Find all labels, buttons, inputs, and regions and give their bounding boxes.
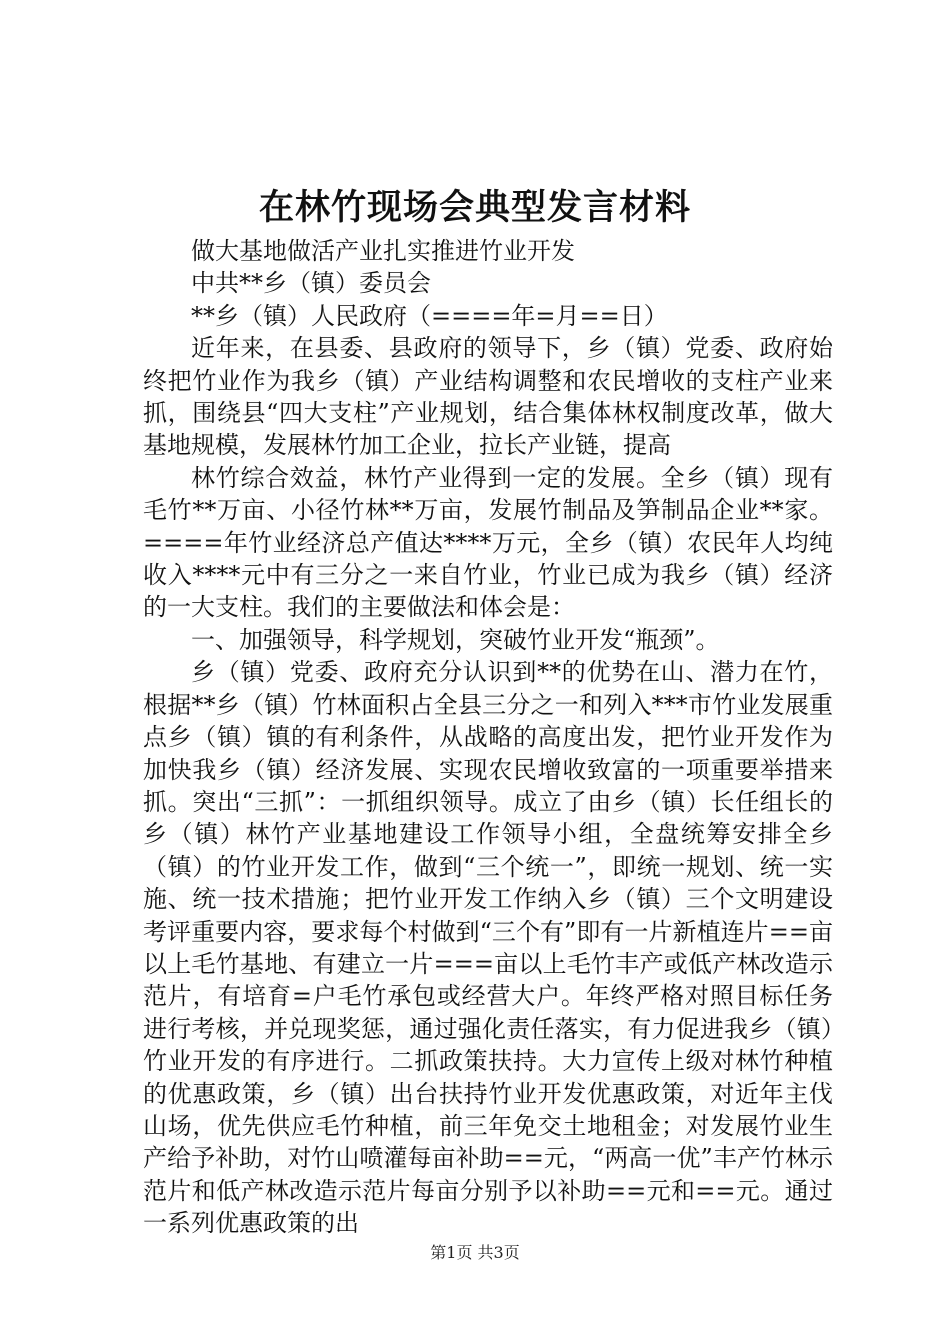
document-body (143, 235, 833, 1240)
body-paragraph-benefits: 林竹综合效益，林竹产业得到一定的发展。全乡（镇）现有毛竹**万亩、小径竹林**万亩，发展竹制品及笋制品企业**家。====年竹业经济总产值达****万元，全乡（镇）农民年人均纯收入****元中有三分之一来自竹业，竹业已成为我乡（镇）经济的一大支柱。我们的主要做法和体会是： (143, 463, 833, 622)
body-paragraph-party-committee: 中共**乡（镇）委员会 (191, 269, 431, 298)
document-title: 在林竹现场会典型发言材料 (258, 187, 691, 228)
body-paragraph-government-date: **乡（镇）人民政府（====年=月==日） (191, 301, 668, 330)
body-paragraph-subtitle: 做大基地做活产业扎实推进竹业开发 (191, 237, 575, 265)
body-paragraph-measures: 乡（镇）党委、政府充分认识到**的优势在山、潜力在竹，根据**乡（镇）竹林面积占全县三分之一和列入***市竹业发展重点乡（镇）镇的有利条件，从战略的高度出发，把竹业开发作为加快我乡（镇）经济发展、实现农民增收致富的一项重要举措来抓。突出“三抓”：一抓组织领导。成立了由乡（镇）长任组长的乡（镇）林竹产业基地建设工作领导小组，全盘统筹安排全乡（镇）的竹业开发工作，做到“三个统一”，即统一规划、统一实施、统一技术措施；把竹业开发工作纳入乡（镇）三个文明建设考评重要内容，要求每个村做到“三个有”即有一片新植连片==亩以上毛竹基地、有建立一片===亩以上毛竹丰产或低产林改造示范片，有培育=户毛竹承包或经营大户。年终严格对照目标任务进行考核，并兑现奖惩，通过强化责任落实，有力促进我乡（镇）竹业开发的有序进行。二抓政策扶持。大力宣传上级对林竹种植的优惠政策，乡（镇）出台扶持竹业开发优惠政策，对近年主伐山场，优先供应毛竹种植，前三年免交土地租金；对发展竹业生产给予补助，对竹山喷灌每亩补助==元，“两高一优”丰产竹林示范片和低产林改造示范片每亩分别予以补助==元和==元。通过一系列优惠政策的出 (143, 658, 833, 1238)
body-paragraph-section-heading: 一、加强领导，科学规划，突破竹业开发“瓶颈”。 (191, 625, 720, 654)
page-footer: 第1页 共3页 (430, 1243, 520, 1262)
body-paragraph-intro: 近年来，在县委、县政府的领导下，乡（镇）党委、政府始终把竹业作为我乡（镇）产业结构调整和农民增收的支柱产业来抓，围绕县“四大支柱”产业规划，结合集体林权制度改革，做大基地规模，发展林竹加工企业，拉长产业链，提高 (143, 334, 833, 460)
